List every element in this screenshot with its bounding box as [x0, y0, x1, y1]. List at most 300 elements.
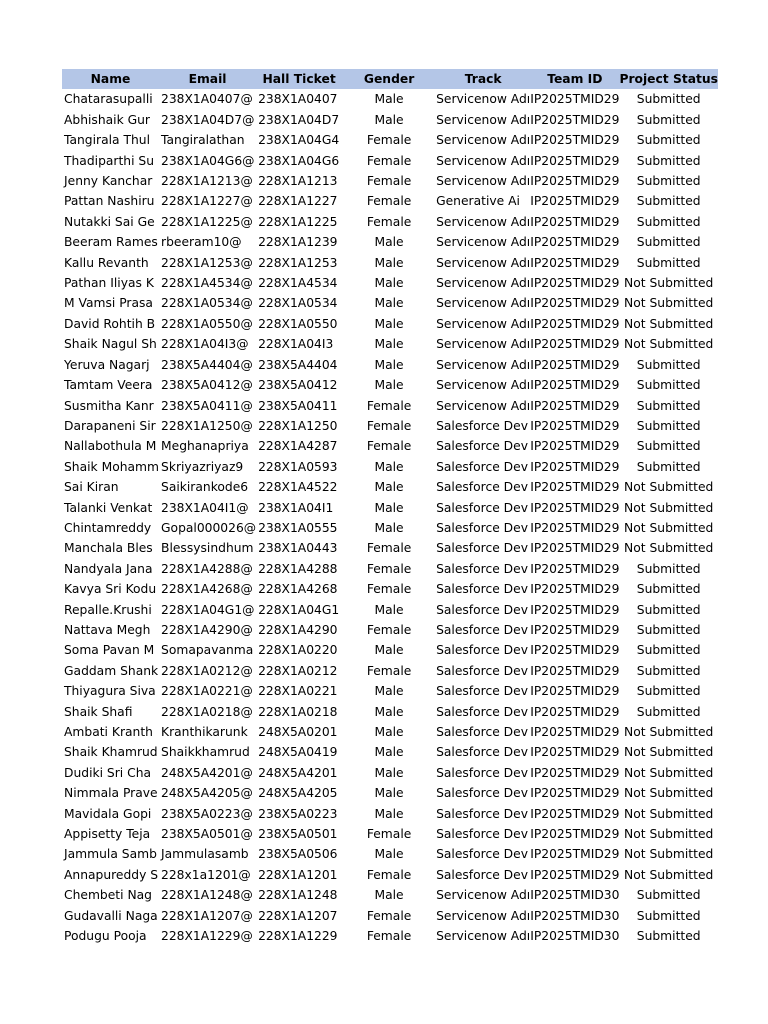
gender-cell[interactable]: Male	[374, 765, 404, 780]
name-cell[interactable]: Kallu Revanth	[64, 255, 149, 270]
track-cell[interactable]: Salesforce Dev	[436, 643, 528, 658]
project-status-cell[interactable]: Submitted	[636, 174, 701, 189]
track-cell[interactable]: Salesforce Dev	[436, 725, 528, 739]
name-cell[interactable]: Kavya Sri Kodu	[64, 582, 157, 597]
project-status-cell[interactable]: Not Submitted	[624, 806, 714, 821]
project-status-cell[interactable]: Submitted	[636, 908, 701, 923]
project-status-cell[interactable]: Not Submitted	[624, 847, 714, 862]
email-cell[interactable]: 228X1A1250@	[161, 418, 253, 433]
team-id-cell[interactable]: IP2025TMID29	[530, 418, 620, 433]
gender-cell[interactable]: Female	[366, 418, 412, 433]
email-cell[interactable]: 228X1A1253@	[161, 255, 253, 270]
gender-cell[interactable]: Male	[374, 276, 404, 291]
hall-ticket-cell[interactable]: 228X1A4287	[258, 439, 338, 454]
name-cell[interactable]: Gaddam Shank	[64, 663, 159, 678]
project-status-cell[interactable]: Submitted	[636, 602, 701, 617]
hall-ticket-cell[interactable]: 228X1A1227	[258, 194, 338, 209]
email-cell[interactable]: Gopal000026@	[161, 520, 257, 535]
project-status-cell[interactable]: Not Submitted	[624, 725, 714, 739]
hall-ticket-cell[interactable]: 228X1A4534	[258, 276, 338, 291]
email-cell[interactable]: 248X5A4201@	[161, 765, 253, 780]
name-cell[interactable]: Shaik Nagul Sh	[64, 337, 157, 352]
email-cell[interactable]: 228X1A4268@	[161, 582, 253, 597]
team-id-cell[interactable]: IP2025TMID29	[530, 765, 620, 780]
email-cell[interactable]: 228X1A1213@	[161, 174, 253, 189]
gender-cell[interactable]: Male	[374, 480, 404, 495]
email-cell[interactable]: 228X1A0550@	[161, 316, 253, 331]
email-cell[interactable]: 228X1A0534@	[161, 296, 253, 311]
project-status-cell[interactable]: Submitted	[636, 92, 701, 107]
gender-cell[interactable]: Male	[374, 316, 404, 331]
hall-ticket-cell[interactable]: 248X5A4201	[258, 765, 338, 780]
name-cell[interactable]: Susmitha Kanr	[64, 398, 154, 413]
track-cell[interactable]: Servicenow Adı	[436, 235, 531, 250]
hall-ticket-cell[interactable]: 228X1A4268	[258, 582, 338, 597]
track-cell[interactable]: Servicenow Adı	[436, 276, 531, 291]
name-cell[interactable]: Sai Kiran	[64, 480, 119, 495]
name-cell[interactable]: Yeruva Nagarj	[64, 357, 150, 372]
track-cell[interactable]: Servicenow Adı	[436, 112, 531, 127]
project-status-cell[interactable]: Not Submitted	[624, 786, 714, 801]
team-id-cell[interactable]: IP2025TMID29	[530, 704, 620, 719]
team-id-cell[interactable]: IP2025TMID29	[530, 786, 620, 801]
team-id-cell[interactable]: IP2025TMID29	[530, 255, 620, 270]
name-cell[interactable]: Beeram Rames	[64, 235, 158, 250]
name-cell[interactable]: Chintamreddy	[64, 520, 152, 535]
hall-ticket-cell[interactable]: 228X1A4288	[258, 561, 338, 576]
name-cell[interactable]: Jenny Kanchar	[64, 174, 153, 189]
project-status-cell[interactable]: Submitted	[636, 704, 701, 719]
project-status-cell[interactable]: Submitted	[636, 888, 701, 903]
project-status-cell[interactable]: Submitted	[636, 622, 701, 637]
team-id-cell[interactable]: IP2025TMID29	[530, 622, 620, 637]
header-project-status[interactable]: Project Status	[619, 69, 718, 89]
project-status-cell[interactable]: Submitted	[636, 643, 701, 658]
email-cell[interactable]: 228X1A4534@	[161, 276, 253, 291]
gender-cell[interactable]: Female	[366, 439, 412, 454]
hall-ticket-cell[interactable]: 228X1A0593	[258, 459, 338, 474]
team-id-cell[interactable]: IP2025TMID29	[530, 684, 620, 699]
email-cell[interactable]: 238X1A04D7@	[161, 112, 255, 127]
header-email[interactable]: Email	[159, 69, 256, 89]
gender-cell[interactable]: Female	[366, 867, 412, 882]
email-cell[interactable]: 238X5A4404@	[161, 357, 253, 372]
name-cell[interactable]: Thiyagura Siva	[64, 684, 156, 699]
name-cell[interactable]: Shaik Shafi	[64, 704, 133, 719]
email-cell[interactable]: 228X1A1248@	[161, 888, 253, 903]
project-status-cell[interactable]: Not Submitted	[624, 337, 714, 352]
track-cell[interactable]: Salesforce Dev	[436, 806, 528, 821]
team-id-cell[interactable]: IP2025TMID29	[530, 602, 620, 617]
project-status-cell[interactable]: Submitted	[636, 663, 701, 678]
name-cell[interactable]: Nallabothula M	[64, 439, 157, 454]
hall-ticket-cell[interactable]: 228X1A0212	[258, 663, 338, 678]
name-cell[interactable]: Tamtam Veera	[64, 378, 153, 393]
hall-ticket-cell[interactable]: 228X1A1250	[258, 418, 338, 433]
team-id-cell[interactable]: IP2025TMID29	[530, 541, 620, 556]
name-cell[interactable]: M Vamsi Prasa	[64, 296, 153, 311]
gender-cell[interactable]: Male	[374, 888, 404, 903]
hall-ticket-cell[interactable]: 238X1A0555	[258, 520, 338, 535]
name-cell[interactable]: Thadiparthi Su	[64, 153, 154, 168]
hall-ticket-cell[interactable]: 228X1A0550	[258, 316, 338, 331]
team-id-cell[interactable]: IP2025TMID29	[530, 296, 620, 311]
email-cell[interactable]: 228X1A4290@	[161, 622, 253, 637]
project-status-cell[interactable]: Submitted	[636, 112, 701, 127]
team-id-cell[interactable]: IP2025TMID29	[530, 725, 620, 739]
project-status-cell[interactable]: Submitted	[636, 459, 701, 474]
team-id-cell[interactable]: IP2025TMID29	[530, 276, 620, 291]
gender-cell[interactable]: Male	[374, 684, 404, 699]
email-cell[interactable]: Jammulasamb	[161, 847, 249, 862]
track-cell[interactable]: Salesforce Dev	[436, 459, 528, 474]
email-cell[interactable]: Tangiralathan	[161, 133, 245, 148]
gender-cell[interactable]: Male	[374, 255, 404, 270]
email-cell[interactable]: 228X1A1225@	[161, 214, 253, 229]
team-id-cell[interactable]: IP2025TMID29	[530, 153, 620, 168]
track-cell[interactable]: Servicenow Adı	[436, 398, 531, 413]
gender-cell[interactable]: Male	[374, 643, 404, 658]
name-cell[interactable]: Tangirala Thul	[64, 133, 150, 148]
project-status-cell[interactable]: Submitted	[636, 133, 701, 148]
header-hall-ticket[interactable]: Hall Ticket	[256, 69, 342, 89]
header-gender[interactable]: Gender	[342, 69, 436, 89]
name-cell[interactable]: Ambati Kranth	[64, 725, 153, 739]
name-cell[interactable]: Annapureddy S	[64, 867, 159, 882]
track-cell[interactable]: Salesforce Dev	[436, 704, 528, 719]
track-cell[interactable]: Salesforce Dev	[436, 622, 528, 637]
project-status-cell[interactable]: Not Submitted	[624, 480, 714, 495]
email-cell[interactable]: 228X1A0221@	[161, 684, 253, 699]
gender-cell[interactable]: Female	[366, 663, 412, 678]
project-status-cell[interactable]: Submitted	[636, 214, 701, 229]
track-cell[interactable]: Salesforce Dev	[436, 765, 528, 780]
track-cell[interactable]: Salesforce Dev	[436, 418, 528, 433]
name-cell[interactable]: Darapaneni Sir	[64, 418, 156, 433]
track-cell[interactable]: Salesforce Dev	[436, 745, 528, 760]
team-id-cell[interactable]: IP2025TMID29	[530, 520, 620, 535]
gender-cell[interactable]: Male	[374, 296, 404, 311]
hall-ticket-cell[interactable]: 228X1A0221	[258, 684, 338, 699]
gender-cell[interactable]: Female	[366, 174, 412, 189]
team-id-cell[interactable]: IP2025TMID29	[530, 316, 620, 331]
team-id-cell[interactable]: IP2025TMID29	[530, 500, 620, 515]
email-cell[interactable]: 228X1A04G1@	[161, 602, 255, 617]
name-cell[interactable]: Podugu Pooja	[64, 929, 147, 944]
hall-ticket-cell[interactable]: 228X1A0534	[258, 296, 338, 311]
name-cell[interactable]: Soma Pavan M	[64, 643, 155, 658]
hall-ticket-cell[interactable]: 228X1A0218	[258, 704, 338, 719]
name-cell[interactable]: Manchala Bles	[64, 541, 153, 556]
team-id-cell[interactable]: IP2025TMID29	[530, 337, 620, 352]
email-cell[interactable]: Meghanapriya	[161, 439, 249, 454]
email-cell[interactable]: Saikirankode6	[161, 480, 249, 495]
team-id-cell[interactable]: IP2025TMID29	[530, 582, 620, 597]
hall-ticket-cell[interactable]: 238X5A0411	[258, 398, 338, 413]
track-cell[interactable]: Servicenow Adı	[436, 255, 531, 270]
gender-cell[interactable]: Female	[366, 929, 412, 944]
project-status-cell[interactable]: Submitted	[636, 418, 701, 433]
team-id-cell[interactable]: IP2025TMID29	[530, 194, 620, 209]
track-cell[interactable]: Servicenow Adı	[436, 214, 531, 229]
email-cell[interactable]: Kranthikarunk	[161, 725, 248, 739]
gender-cell[interactable]: Female	[366, 153, 412, 168]
name-cell[interactable]: Repalle.Krushi	[64, 602, 152, 617]
project-status-cell[interactable]: Submitted	[636, 398, 701, 413]
email-cell[interactable]: 228X1A0212@	[161, 663, 253, 678]
hall-ticket-cell[interactable]: 238X5A0501	[258, 827, 338, 842]
project-status-cell[interactable]: Not Submitted	[624, 296, 714, 311]
gender-cell[interactable]: Male	[374, 112, 404, 127]
name-cell[interactable]: Nimmala Prave	[64, 786, 158, 801]
hall-ticket-cell[interactable]: 228X1A4290	[258, 622, 338, 637]
hall-ticket-cell[interactable]: 228X1A1248	[258, 888, 338, 903]
name-cell[interactable]: Pattan Nashiru	[64, 194, 155, 209]
track-cell[interactable]: Servicenow Adı	[436, 888, 531, 903]
email-cell[interactable]: Blessysindhum	[161, 541, 254, 556]
team-id-cell[interactable]: IP2025TMID29	[530, 214, 620, 229]
hall-ticket-cell[interactable]: 228X1A04I3	[258, 337, 334, 352]
track-cell[interactable]: Salesforce Dev	[436, 541, 528, 556]
gender-cell[interactable]: Female	[366, 582, 412, 597]
hall-ticket-cell[interactable]: 228X1A1225	[258, 214, 338, 229]
track-cell[interactable]: Servicenow Adı	[436, 133, 531, 148]
project-status-cell[interactable]: Not Submitted	[624, 541, 714, 556]
gender-cell[interactable]: Male	[374, 847, 404, 862]
gender-cell[interactable]: Female	[366, 561, 412, 576]
hall-ticket-cell[interactable]: 228X1A0220	[258, 643, 338, 658]
project-status-cell[interactable]: Submitted	[636, 357, 701, 372]
gender-cell[interactable]: Female	[366, 908, 412, 923]
track-cell[interactable]: Salesforce Dev	[436, 684, 528, 699]
gender-cell[interactable]: Male	[374, 602, 404, 617]
track-cell[interactable]: Servicenow Adı	[436, 296, 531, 311]
gender-cell[interactable]: Male	[374, 500, 404, 515]
email-cell[interactable]: rbeeram10@	[161, 235, 242, 250]
team-id-cell[interactable]: IP2025TMID29	[530, 174, 620, 189]
hall-ticket-cell[interactable]: 228X1A1201	[258, 867, 338, 882]
gender-cell[interactable]: Male	[374, 337, 404, 352]
email-cell[interactable]: 228X1A4288@	[161, 561, 253, 576]
project-status-cell[interactable]: Not Submitted	[624, 500, 714, 515]
email-cell[interactable]: 238X5A0223@	[161, 806, 253, 821]
gender-cell[interactable]: Male	[374, 92, 404, 107]
track-cell[interactable]: Salesforce Dev	[436, 582, 528, 597]
hall-ticket-cell[interactable]: 228X1A1253	[258, 255, 338, 270]
project-status-cell[interactable]: Submitted	[636, 153, 701, 168]
gender-cell[interactable]: Male	[374, 459, 404, 474]
team-id-cell[interactable]: IP2025TMID29	[530, 663, 620, 678]
gender-cell[interactable]: Female	[366, 194, 412, 209]
name-cell[interactable]: Nutakki Sai Ge	[64, 214, 155, 229]
team-id-cell[interactable]: IP2025TMID29	[530, 398, 620, 413]
track-cell[interactable]: Salesforce Dev	[436, 561, 528, 576]
name-cell[interactable]: Gudavalli Naga	[64, 908, 158, 923]
team-id-cell[interactable]: IP2025TMID30	[530, 888, 620, 903]
team-id-cell[interactable]: IP2025TMID29	[530, 561, 620, 576]
track-cell[interactable]: Salesforce Dev	[436, 602, 528, 617]
email-cell[interactable]: Shaikkhamrud	[161, 745, 250, 760]
gender-cell[interactable]: Male	[374, 725, 404, 739]
project-status-cell[interactable]: Not Submitted	[624, 276, 714, 291]
name-cell[interactable]: Pathan Iliyas K	[64, 276, 154, 291]
email-cell[interactable]: 228X1A04I3@	[161, 337, 249, 352]
gender-cell[interactable]: Male	[374, 786, 404, 801]
hall-ticket-cell[interactable]: 238X5A0506	[258, 847, 338, 862]
track-cell[interactable]: Servicenow Adı	[436, 378, 531, 393]
hall-ticket-cell[interactable]: 238X5A0223	[258, 806, 338, 821]
email-cell[interactable]: 238X5A0501@	[161, 827, 253, 842]
hall-ticket-cell[interactable]: 228X1A1207	[258, 908, 338, 923]
gender-cell[interactable]: Female	[366, 622, 412, 637]
gender-cell[interactable]: Female	[366, 133, 412, 148]
gender-cell[interactable]: Male	[374, 704, 404, 719]
header-name[interactable]: Name	[62, 69, 159, 89]
email-cell[interactable]: 228X1A1207@	[161, 908, 253, 923]
track-cell[interactable]: Servicenow Adı	[436, 174, 531, 189]
track-cell[interactable]: Salesforce Dev	[436, 827, 528, 842]
name-cell[interactable]: Jammula Samb	[64, 847, 157, 862]
track-cell[interactable]: Generative Ai	[436, 194, 520, 209]
track-cell[interactable]: Servicenow Adı	[436, 929, 531, 944]
track-cell[interactable]: Salesforce Dev	[436, 786, 528, 801]
project-status-cell[interactable]: Not Submitted	[624, 745, 714, 760]
gender-cell[interactable]: Female	[366, 827, 412, 842]
track-cell[interactable]: Salesforce Dev	[436, 480, 528, 495]
email-cell[interactable]: 238X5A0411@	[161, 398, 253, 413]
project-status-cell[interactable]: Not Submitted	[624, 520, 714, 535]
track-cell[interactable]: Salesforce Dev	[436, 847, 528, 862]
team-id-cell[interactable]: IP2025TMID29	[530, 378, 620, 393]
track-cell[interactable]: Salesforce Dev	[436, 500, 528, 515]
project-status-cell[interactable]: Submitted	[636, 684, 701, 699]
team-id-cell[interactable]: IP2025TMID30	[530, 929, 620, 944]
gender-cell[interactable]: Female	[366, 541, 412, 556]
team-id-cell[interactable]: IP2025TMID29	[530, 439, 620, 454]
name-cell[interactable]: Talanki Venkat	[64, 500, 153, 515]
hall-ticket-cell[interactable]: 238X1A0407	[258, 92, 338, 107]
team-id-cell[interactable]: IP2025TMID29	[530, 235, 620, 250]
gender-cell[interactable]: Male	[374, 378, 404, 393]
project-status-cell[interactable]: Not Submitted	[624, 867, 714, 882]
track-cell[interactable]: Servicenow Adı	[436, 357, 531, 372]
project-status-cell[interactable]: Not Submitted	[624, 765, 714, 780]
hall-ticket-cell[interactable]: 238X1A04D7	[258, 112, 340, 127]
project-status-cell[interactable]: Submitted	[636, 235, 701, 250]
track-cell[interactable]: Servicenow Adı	[436, 316, 531, 331]
hall-ticket-cell[interactable]: 228X1A1213	[258, 174, 338, 189]
hall-ticket-cell[interactable]: 228X1A04G1	[258, 602, 340, 617]
email-cell[interactable]: 248X5A4205@	[161, 786, 253, 801]
gender-cell[interactable]: Male	[374, 745, 404, 760]
gender-cell[interactable]: Male	[374, 235, 404, 250]
gender-cell[interactable]: Male	[374, 806, 404, 821]
project-status-cell[interactable]: Submitted	[636, 561, 701, 576]
name-cell[interactable]: Appisetty Teja	[64, 827, 151, 842]
name-cell[interactable]: Shaik Mohamm	[64, 459, 160, 474]
email-cell[interactable]: Somapavanma	[161, 643, 254, 658]
project-status-cell[interactable]: Submitted	[636, 255, 701, 270]
hall-ticket-cell[interactable]: 238X5A0412	[258, 378, 338, 393]
team-id-cell[interactable]: IP2025TMID29	[530, 112, 620, 127]
hall-ticket-cell[interactable]: 238X1A04G6	[258, 153, 340, 168]
name-cell[interactable]: Nattava Megh	[64, 622, 151, 637]
hall-ticket-cell[interactable]: 248X5A0419	[258, 745, 338, 760]
track-cell[interactable]: Servicenow Adı	[436, 908, 531, 923]
team-id-cell[interactable]: IP2025TMID29	[530, 92, 620, 107]
name-cell[interactable]: Dudiki Sri Cha	[64, 765, 152, 780]
track-cell[interactable]: Salesforce Dev	[436, 867, 528, 882]
hall-ticket-cell[interactable]: 228X1A1239	[258, 235, 338, 250]
project-status-cell[interactable]: Submitted	[636, 929, 701, 944]
track-cell[interactable]: Salesforce Dev	[436, 439, 528, 454]
project-status-cell[interactable]: Submitted	[636, 378, 701, 393]
team-id-cell[interactable]: IP2025TMID29	[530, 357, 620, 372]
name-cell[interactable]: Nandyala Jana	[64, 561, 153, 576]
email-cell[interactable]: 238X1A0407@	[161, 92, 253, 107]
email-cell[interactable]: 228X1A0218@	[161, 704, 253, 719]
team-id-cell[interactable]: IP2025TMID29	[530, 847, 620, 862]
hall-ticket-cell[interactable]: 238X1A04I1	[258, 500, 334, 515]
team-id-cell[interactable]: IP2025TMID29	[530, 133, 620, 148]
project-status-cell[interactable]: Submitted	[636, 194, 701, 209]
gender-cell[interactable]: Male	[374, 520, 404, 535]
team-id-cell[interactable]: IP2025TMID30	[530, 908, 620, 923]
hall-ticket-cell[interactable]: 238X5A4404	[258, 357, 338, 372]
team-id-cell[interactable]: IP2025TMID29	[530, 459, 620, 474]
project-status-cell[interactable]: Not Submitted	[624, 316, 714, 331]
hall-ticket-cell[interactable]: 238X1A04G4	[258, 133, 340, 148]
team-id-cell[interactable]: IP2025TMID29	[530, 806, 620, 821]
team-id-cell[interactable]: IP2025TMID29	[530, 745, 620, 760]
gender-cell[interactable]: Female	[366, 398, 412, 413]
gender-cell[interactable]: Male	[374, 357, 404, 372]
track-cell[interactable]: Servicenow Adı	[436, 153, 531, 168]
header-team-id[interactable]: Team ID	[530, 69, 619, 89]
email-cell[interactable]: 238X5A0412@	[161, 378, 253, 393]
track-cell[interactable]: Servicenow Adı	[436, 337, 531, 352]
team-id-cell[interactable]: IP2025TMID29	[530, 867, 620, 882]
name-cell[interactable]: Abhishaik Gur	[64, 112, 150, 127]
email-cell[interactable]: 238X1A04G6@	[161, 153, 255, 168]
email-cell[interactable]: Skriyazriyaz9	[161, 459, 244, 474]
hall-ticket-cell[interactable]: 228X1A4522	[258, 480, 338, 495]
hall-ticket-cell[interactable]: 248X5A4205	[258, 786, 338, 801]
team-id-cell[interactable]: IP2025TMID29	[530, 643, 620, 658]
name-cell[interactable]: Shaik Khamrud	[64, 745, 158, 760]
header-track[interactable]: Track	[436, 69, 530, 89]
email-cell[interactable]: 228X1A1227@	[161, 194, 253, 209]
track-cell[interactable]: Salesforce Dev	[436, 663, 528, 678]
name-cell[interactable]: Chatarasupalli	[64, 92, 153, 107]
name-cell[interactable]: David Rohtih B	[64, 316, 156, 331]
team-id-cell[interactable]: IP2025TMID29	[530, 480, 620, 495]
track-cell[interactable]: Salesforce Dev	[436, 520, 528, 535]
team-id-cell[interactable]: IP2025TMID29	[530, 827, 620, 842]
hall-ticket-cell[interactable]: 248X5A0201	[258, 725, 338, 739]
project-status-cell[interactable]: Submitted	[636, 439, 701, 454]
hall-ticket-cell[interactable]: 228X1A1229	[258, 929, 338, 944]
name-cell[interactable]: Mavidala Gopi	[64, 806, 152, 821]
gender-cell[interactable]: Female	[366, 214, 412, 229]
email-cell[interactable]: 228x1a1201@	[161, 867, 251, 882]
name-cell[interactable]: Chembeti Nag	[64, 888, 152, 903]
project-status-cell[interactable]: Submitted	[636, 582, 701, 597]
track-cell[interactable]: Servicenow Adı	[436, 92, 531, 107]
email-cell[interactable]: 238X1A04I1@	[161, 500, 249, 515]
hall-ticket-cell[interactable]: 238X1A0443	[258, 541, 338, 556]
email-cell[interactable]: 228X1A1229@	[161, 929, 253, 944]
